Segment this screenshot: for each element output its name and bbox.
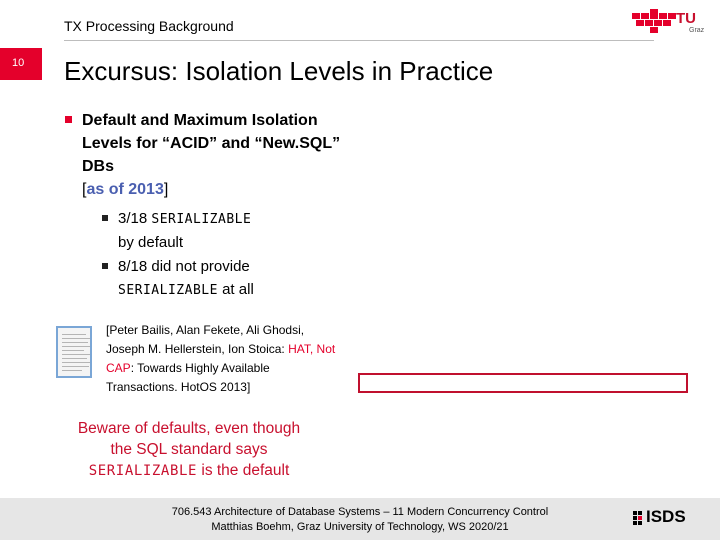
thumbnail-line [62, 342, 88, 343]
note-line-2: the SQL standard says [110, 441, 268, 458]
note-line-1: Beware of defaults, even though [77, 420, 301, 437]
footer-course: 706.543 Architecture of Database Systems – 11 Modern Concurrency Control [171, 506, 549, 518]
logo-subtext: Graz [689, 27, 705, 34]
thumbnail-line [62, 366, 89, 367]
footer-text [0, 505, 720, 535]
thumbnail-line [62, 358, 87, 359]
thumbnail-line [62, 346, 90, 347]
sub-bullet-1-suffix: by default [118, 234, 184, 251]
citation-rest: : Towards Highly Available Transactions. HotOS 2013] [106, 361, 270, 394]
warning-note [54, 418, 324, 482]
ref-open-bracket: [ [82, 181, 87, 198]
thumbnail-line [62, 350, 84, 351]
reference-link[interactable]: as of 2013 [86, 181, 164, 198]
thumbnail-line [62, 354, 90, 355]
thumbnail-line [62, 370, 82, 371]
citation-title-highlight: HAT, Not CAP [106, 342, 336, 375]
sub-bullet-1-keyword: SERIALIZABLE [151, 212, 252, 227]
note-line-3-rest: is the default [201, 462, 290, 479]
thumbnail-line [62, 334, 86, 335]
page-title: Excursus: Isolation Levels in Practice [64, 56, 494, 86]
isds-mark-icon [633, 511, 643, 525]
sub-bullet-2-keyword: SERIALIZABLE [118, 283, 218, 298]
isds-logo: ISDS [646, 507, 686, 526]
main-bullet-text: Default and Maximum Isolation Levels for “ACID” and “New.SQL” DBs [82, 112, 341, 175]
footer [0, 498, 720, 540]
ref-close-bracket: ] [163, 181, 169, 198]
bullet-square-icon [102, 263, 108, 269]
section-title: TX Processing Background [64, 18, 234, 34]
highlight-box [358, 373, 688, 393]
note-line-3 [54, 460, 324, 482]
citation-authors: [Peter Bailis, Alan Fekete, Ali Ghodsi, Joseph M. Hellerstein, Ion Stoica: [106, 323, 305, 356]
main-bullet [82, 109, 342, 201]
thumbnail-line [62, 338, 90, 339]
thumbnail-line [62, 362, 90, 363]
sub-bullet-2 [118, 255, 338, 302]
footer-author: Matthias Boehm, Graz University of Technology, WS 2020/21 [211, 521, 509, 533]
page-number: 10 [0, 48, 42, 80]
bullet-square-icon [102, 215, 108, 221]
header-divider [64, 40, 654, 41]
note-keyword: SERIALIZABLE [88, 463, 198, 479]
sub-bullet-2-prefix: 8/18 did not provide [118, 258, 250, 275]
sub-bullet-1 [118, 207, 338, 254]
paper-thumbnail[interactable] [56, 326, 92, 378]
sub-bullet-2-suffix: at all [222, 281, 254, 298]
logo-text: TU [676, 10, 696, 27]
sub-bullet-1-count: 3/18 [118, 210, 148, 227]
bullet-square-icon [65, 116, 72, 123]
citation [106, 321, 338, 397]
tu-graz-logo-icon [632, 9, 676, 37]
